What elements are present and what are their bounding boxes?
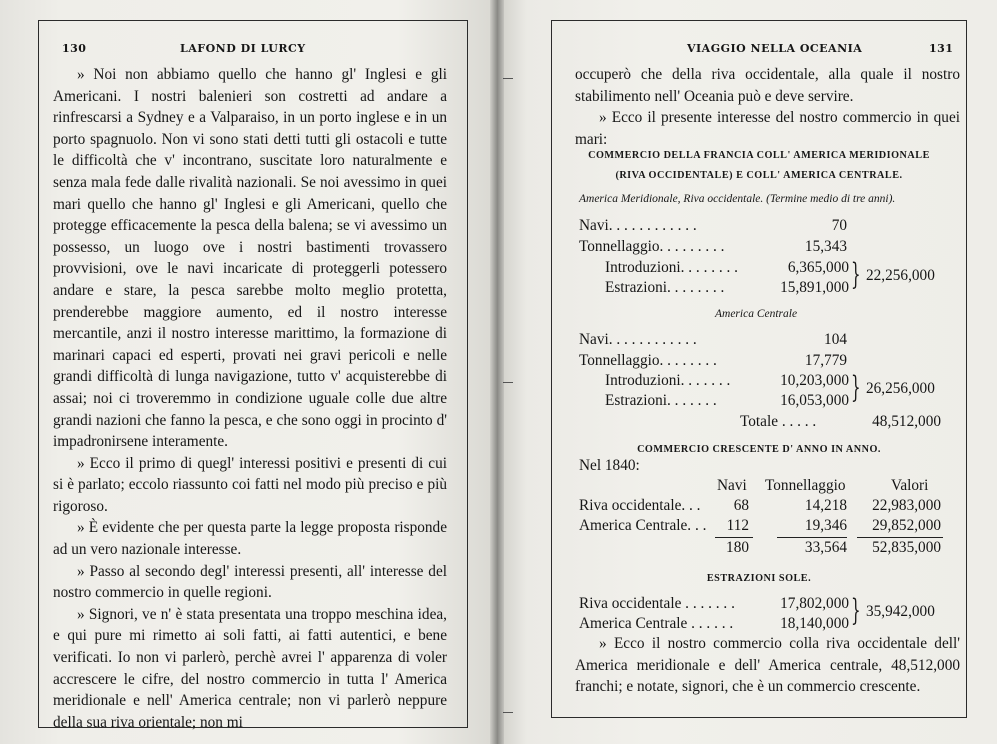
s2-tonn-value: 17,779: [804, 352, 847, 369]
s1-intro-label: Introduzioni. . . . . . . .: [605, 259, 738, 276]
section2-caption: America Centrale: [715, 308, 798, 320]
sum-rule-valori: [857, 537, 943, 538]
right-intro-text: [575, 64, 960, 150]
estr-row-label: America Centrale . . . . . .: [579, 615, 734, 632]
s1-navi-value: 70: [831, 217, 847, 234]
estr-title: ESTRAZIONI SOLE.: [706, 573, 812, 584]
s1-tonn-label: Tonnellaggio. . . . . . . . .: [579, 238, 725, 255]
left-paragraph: » Passo al secondo degl' interessi presenti, all' interesse del nostro commercio in quelle regioni.: [53, 562, 447, 602]
s1-intro-value: 6,365,000: [787, 259, 849, 276]
left-body: [53, 64, 447, 733]
section1-caption: America Meridionale, Riva occidentale. (Termine medio di tre anni).: [579, 193, 896, 205]
right-running-head: VIAGGIO NELLA OCEANIA: [687, 42, 863, 55]
left-running-head: LAFOND DI LURCY: [180, 42, 306, 55]
table-title-line1: COMMERCIO DELLA FRANCIA COLL' AMERICA MERIDIONALE: [588, 150, 930, 161]
growth-total-navi: 180: [726, 539, 749, 556]
s1-estr-value: 15,891,000: [780, 279, 849, 296]
growth-row-navi: 68: [733, 497, 749, 514]
estr-row-value: 17,802,000: [780, 595, 849, 612]
estr-brace: }: [851, 593, 861, 628]
right-page: [497, 0, 997, 744]
s2-brace: }: [851, 370, 861, 405]
margin-mark: [503, 712, 513, 713]
s2-navi-value: 104: [824, 331, 847, 348]
growth-row-label: America Centrale. . .: [579, 517, 707, 534]
estr-row-value: 18,140,000: [780, 615, 849, 632]
growth-header-tonn: Tonnellaggio: [765, 477, 846, 494]
s2-navi-label: Navi. . . . . . . . . . . .: [579, 331, 697, 348]
s2-estr-label: Estrazioni. . . . . . .: [605, 392, 717, 409]
total-label: Totale . . . . .: [740, 413, 817, 430]
growth-row-label: Riva occidentale. . .: [579, 497, 701, 514]
growth-row-valori: 22,983,000: [872, 497, 941, 514]
s2-sum: 26,256,000: [866, 380, 935, 397]
left-paragraph: » Ecco il primo di quegl' interessi positivi e presenti di cui si è parlato; eccolo riassunto coi fatti nel modo più preciso e più rigoroso.: [53, 454, 447, 515]
left-paragraph: » Noi non abbiamo quello che hanno gl' Inglesi e gli Americani. I nostri balenieri son costretti ad andare a rinfrescarsi a Sydney e a Valparaiso, in un porto inglese e in un porto spagnuolo. Non vi sono stati detti tutti gli ostacoli e tutte le difficoltà che v' incontrano, suscitate loro naturalmente e senza mala fede dalle rivalità nazionali. Se noi avessimo in quei mari quello che hanno gl' Inglesi e gli Americani, quello che protegge efficacemente la pesca della balena; se vi avessimo un possesso, un luogo ove i nostri bastimenti trovassero provvisioni, ove le navi incaricate di proteggerli potessero andare e stare, la pesca sarebbe molto meglio protetta, prenderebbe maggiore aumento, ed il nostro interesse mercantile, anzi il nostro interesse marittimo, la formazione di marinari capaci ed esperti, provati nei gravi pericoli e nelle grandi difficoltà di lunga navigazione, tutto v' acquisterebbe di assai; noi ci troveremmo in condizione uguale colle due altre grandi nazioni che fanno la pesca, e che sono oggi in procinto d' impadronirsene interamente.: [53, 66, 447, 451]
book-gutter: [490, 0, 504, 744]
growth-row-valori: 29,852,000: [872, 517, 941, 534]
growth-row-tonn: 19,346: [804, 517, 847, 534]
growth-year: Nel 1840:: [579, 457, 640, 474]
sum-rule-navi: [715, 537, 753, 538]
closing-paragraph: » Ecco il nostro commercio colla riva occidentale dell' America meridionale e dell' America centrale, 48,512,000 franchi; e notate, signori, che è un commercio crescente.: [575, 635, 960, 696]
growth-total-valori: 52,835,000: [872, 539, 941, 556]
s1-navi-label: Navi. . . . . . . . . . . .: [579, 217, 697, 234]
growth-title: COMMERCIO CRESCENTE D' ANNO IN ANNO.: [637, 444, 881, 455]
growth-row-navi: 112: [726, 517, 749, 534]
s2-estr-value: 16,053,000: [780, 392, 849, 409]
growth-header-valori: Valori: [891, 477, 929, 494]
growth-header-navi: Navi: [717, 477, 747, 494]
left-paragraph: » È evidente che per questa parte la legge proposta risponde ad un vero nazionale interesse.: [53, 519, 447, 559]
s2-intro-value: 10,203,000: [780, 372, 849, 389]
growth-total-tonn: 33,564: [804, 539, 847, 556]
s2-tonn-label: Tonnellaggio. . . . . . . .: [579, 352, 717, 369]
right-paragraph: occuperò che della riva occidentale, alla quale il nostro stabilimento nell' Oceania può e deve servire.: [575, 66, 960, 105]
margin-mark: [503, 382, 513, 383]
right-paragraph: » Ecco il presente interesse del nostro commercio in quei mari:: [575, 109, 960, 148]
left-page-number: 130: [62, 42, 87, 55]
right-page-number: 131: [929, 42, 954, 55]
closing-paragraph-block: [575, 633, 960, 698]
s1-brace: }: [851, 257, 861, 292]
s2-intro-label: Introduzioni. . . . . . .: [605, 372, 731, 389]
margin-mark: [503, 78, 513, 79]
table-title-line2: (RIVA OCCIDENTALE) E COLL' AMERICA CENTRALE.: [615, 170, 903, 181]
s1-estr-label: Estrazioni. . . . . . . .: [605, 279, 725, 296]
total-value: 48,512,000: [872, 413, 941, 430]
sum-rule-tonn: [777, 537, 847, 538]
estr-row-label: Riva occidentale . . . . . . .: [579, 595, 735, 612]
estr-sum: 35,942,000: [866, 603, 935, 620]
left-page: [0, 0, 497, 744]
s1-tonn-value: 15,343: [804, 238, 847, 255]
growth-row-tonn: 14,218: [804, 497, 847, 514]
left-paragraph: » Signori, ve n' è stata presentata una troppo meschina idea, e qui pure mi rimetto ai soli fatti, ai fatti autentici, e bene verificati. Io non vi parlerò, perchè avrei l' apparenza di voler accrescere le cifre, del nostro commercio in tutta l' America meridionale e nell' America centrale; non vi parlerò neppure della sua riva orientale; non mi: [53, 605, 447, 731]
s1-sum: 22,256,000: [866, 267, 935, 284]
